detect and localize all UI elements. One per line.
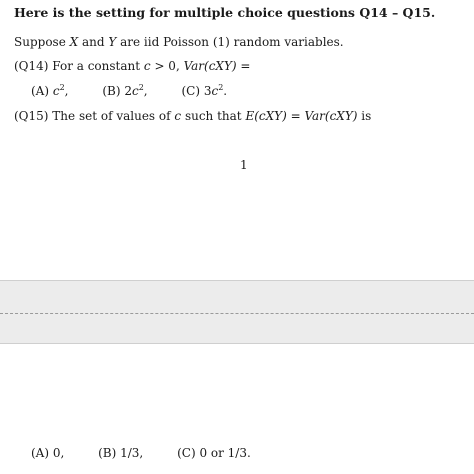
q15-equals: = xyxy=(286,109,305,123)
q14-choice-a-base: c xyxy=(52,84,60,98)
q14-equals: = xyxy=(236,59,251,73)
q14-choice-a-tail: , xyxy=(64,84,69,98)
variable-x: X xyxy=(69,35,79,49)
page-number: 1 xyxy=(240,158,248,172)
q14-choice-b-label: (B) xyxy=(102,84,125,98)
q15-text-mid: such that xyxy=(181,109,246,123)
q14-constant-c: c xyxy=(143,59,151,73)
q15-choice-c: (C) 0 or 1/3. xyxy=(177,446,251,460)
q14-choices xyxy=(31,84,227,98)
q15-label: (Q15) xyxy=(14,109,49,123)
q15-text-prefix: The set of values of xyxy=(48,109,175,123)
q14-choice-b-base: c xyxy=(131,84,139,98)
q15-choice-b: (B) 1/3, xyxy=(98,446,144,460)
page-break-divider xyxy=(0,313,474,314)
q14-choice-a-exp: 2 xyxy=(59,83,65,92)
q14-choice-a xyxy=(31,84,69,98)
q14-choice-c-exp: 2 xyxy=(218,83,224,92)
q14-choice-b-tail: , xyxy=(143,84,148,98)
q14-label: (Q14) xyxy=(14,59,49,73)
q15-suffix: is xyxy=(357,109,372,123)
question-q15 xyxy=(14,109,371,123)
setup-statement xyxy=(14,35,344,49)
q15-expectation-expression: E(cXY) xyxy=(245,109,287,123)
q14-choice-c-tail: . xyxy=(223,84,228,98)
setup-suffix: are iid Poisson (1) random variables. xyxy=(116,35,344,49)
q15-constant-c: c xyxy=(174,109,182,123)
q14-choice-b xyxy=(102,84,147,98)
q14-variance-expression: Var(cXY) xyxy=(183,59,237,73)
page-break xyxy=(0,280,474,344)
q15-choice-a: (A) 0, xyxy=(31,446,65,460)
setup-and: and xyxy=(78,35,109,49)
q15-choices xyxy=(31,446,251,460)
document-page-2 xyxy=(0,344,474,474)
q14-choice-a-label: (A) xyxy=(31,84,53,98)
q14-choice-b-exp: 2 xyxy=(138,83,144,92)
q14-choice-c-coef: 3 xyxy=(203,84,212,98)
q14-choice-c-label: (C) xyxy=(181,84,204,98)
q14-choice-b-coef: 2 xyxy=(124,84,132,98)
q14-condition: > 0, xyxy=(150,59,184,73)
setup-prefix: Suppose xyxy=(14,35,70,49)
q15-variance-expression: Var(cXY) xyxy=(304,109,358,123)
section-heading: Here is the setting for multiple choice questions Q14 – Q15. xyxy=(14,5,436,20)
q14-choice-c xyxy=(181,84,227,98)
variable-y: Y xyxy=(108,35,117,49)
q14-text-prefix: For a constant xyxy=(48,59,144,73)
q14-choice-c-base: c xyxy=(211,84,219,98)
question-q14 xyxy=(14,59,250,73)
